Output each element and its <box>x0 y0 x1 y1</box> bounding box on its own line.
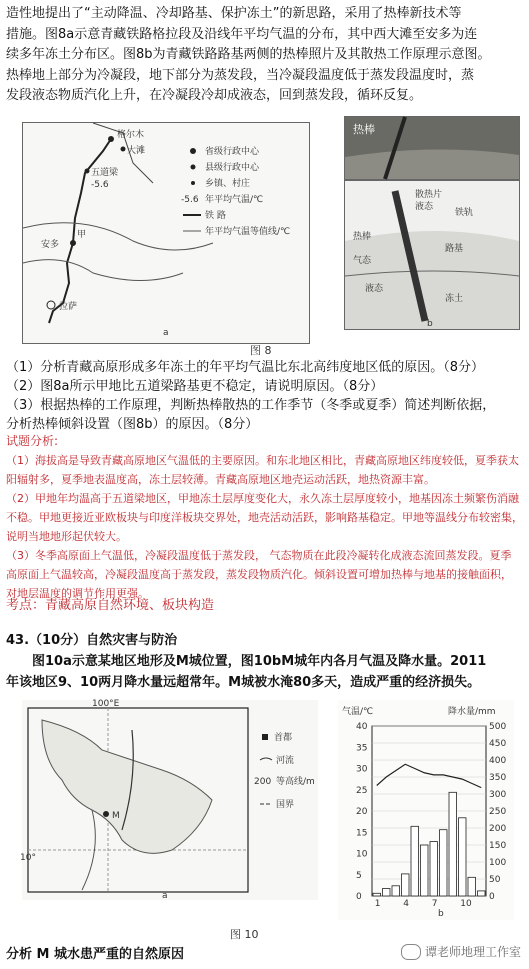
climate-chart-svg <box>338 700 514 920</box>
figure-sublabel: a <box>163 328 169 338</box>
temp-axis-title: 气温/℃ <box>342 707 374 717</box>
legend-value: -5.6 <box>181 195 199 205</box>
railway-map-drawing <box>23 123 309 343</box>
analysis-block <box>6 432 523 603</box>
precip-tick-label: 350 <box>489 773 507 783</box>
section-body-line: 图10a示意某地区地形及M城位置，图10bM城年内各月气温及降水量。2011 <box>32 654 487 669</box>
precip-bar <box>402 874 410 896</box>
intro-line: 造性地提出了“主动降温、冷却路基、保护冻土”的新思路，采用了热棒新技术等 <box>6 6 462 21</box>
diagram-label: 冻土 <box>445 294 464 304</box>
analysis-line: 说明当地地形起伏较大。 <box>6 530 127 543</box>
legend-item: 铁 路 <box>205 211 226 221</box>
figure-sublabel: b <box>438 909 444 919</box>
precip-tick-label: 500 <box>489 722 507 732</box>
section-43 <box>6 630 523 693</box>
figure-8a-map <box>22 122 310 344</box>
legend-item: 等高线/m <box>276 777 315 787</box>
analysis-line: 阳辐射多，夏季地表温度高，冻土层较薄。青藏高原地区地壳运动活跃，地热资源丰富。 <box>6 473 435 486</box>
figure-8b-photo <box>344 116 520 180</box>
contour-value: 200 <box>254 777 272 787</box>
precip-tick-label: 450 <box>489 739 507 749</box>
legend-item: 省级行政中心 <box>205 147 260 157</box>
legend-item: 河流 <box>276 756 295 766</box>
temp-tick-label: 0 <box>356 892 362 902</box>
figure-10-caption: 图 10 <box>230 928 259 941</box>
month-tick-label: 7 <box>431 899 438 909</box>
month-tick-label: 4 <box>403 899 409 909</box>
precip-bar <box>411 826 419 896</box>
precip-axis-title: 降水量/mm <box>448 707 496 717</box>
precip-bar <box>430 842 438 896</box>
question-item: 分析热棒倾斜设置（图8b）的原因。（8分） <box>6 417 259 432</box>
legend-item: 年平均气温等值线/℃ <box>205 227 291 237</box>
intro-line: 措施。图8a示意青藏铁路格拉段及沿线年平均气温的分布，其中西大滩至安多为连 <box>6 26 478 42</box>
place-label: 大滩 <box>127 146 146 156</box>
figure-8b-diagram <box>344 180 520 330</box>
question-list <box>6 358 523 434</box>
intro-line: 热棒地上部分为冷凝段，地下部分为蒸发段，当冷凝段温度低于蒸发段温度时，蒸 <box>6 67 475 83</box>
legend-item: 乡镇、村庄 <box>205 179 251 189</box>
analysis-line: 高原面上气温较高，冷凝段温度高于蒸发段，蒸发段物质汽化。倾斜设置可增加热棒与地基的接触面积， <box>6 568 512 581</box>
city-label: M <box>112 811 120 821</box>
place-label: -5.6 <box>91 180 109 190</box>
longitude-label: 100°E <box>92 699 120 709</box>
diagram-label: 热棒 <box>353 232 372 242</box>
temperature-line <box>377 764 482 787</box>
precip-bar <box>468 877 476 896</box>
temp-tick-label: 35 <box>356 743 368 754</box>
temp-tick-label: 5 <box>356 870 362 881</box>
place-label: 格尔木 <box>117 130 145 140</box>
temp-tick-label: 30 <box>356 764 368 775</box>
analysis-line: （1）海拔高是导致青藏高原地区气温低的主要原因。和东北地区相比，青藏高原地区纬度较低，夏季获太 <box>6 454 519 467</box>
diagram-label: 路基 <box>445 244 464 254</box>
temp-tick-label: 40 <box>356 722 368 732</box>
figure-10b-climate-chart <box>338 700 514 920</box>
photo-label: 热棒 <box>353 123 375 136</box>
final-question: 分析 M 城水患严重的自然原因 <box>6 947 184 962</box>
precip-tick-label: 250 <box>489 807 507 817</box>
question-item: （1）分析青藏高原形成多年冻土的年平均气温比东北高纬度地区低的原因。（8分） <box>6 360 485 375</box>
intro-line: 发段液态物质汽化上升，在冷凝段冷却成液态，回到蒸发段，循环反复。 <box>6 88 423 103</box>
figure-10a-map <box>22 700 318 900</box>
question-item: （2）图8a所示甲地比五道梁路基更不稳定，请说明原因。（8分） <box>6 379 384 394</box>
analysis-line: （3）冬季高原面上气温低，冷凝段温度低于蒸发段， 气态物质在此段冷凝转化成液态流回蒸发段。夏季 <box>6 549 512 562</box>
precip-bar <box>478 891 486 896</box>
legend-item: 年平均气温/℃ <box>205 195 264 205</box>
analysis-line: （2）甲地年均温高于五道梁地区，甲地冻土层厚度变化大，永久冻土层厚度较小，地基因冻土频繁伤消融 <box>6 492 519 505</box>
precip-bar <box>459 818 467 896</box>
section-body-line: 年该地区9、10两月降水量远超常年。M城被水淹80多天，造成严重的经济损失。 <box>6 675 481 690</box>
analysis-heading: 试题分析: <box>6 434 59 448</box>
question-item: （3）根据热棒的工作原理，判断热棒散热的工作季节（冬季或夏季）简述判断依据， <box>6 398 496 413</box>
precip-tick-label: 300 <box>489 790 507 800</box>
month-tick-label: 1 <box>374 899 381 909</box>
month-tick-label: 10 <box>460 899 472 909</box>
region-map-drawing <box>22 700 318 900</box>
map10-legend <box>254 731 315 810</box>
latitude-label: 10° <box>20 853 36 863</box>
precip-tick-label: 150 <box>489 841 507 851</box>
diagram-label: 铁轨 <box>455 208 474 218</box>
place-label: 拉萨 <box>59 302 78 312</box>
precip-tick-label: 400 <box>489 756 507 766</box>
section-title: 43.（10分）自然灾害与防治 <box>6 633 178 648</box>
figure-sublabel: b <box>427 319 433 329</box>
watermark <box>401 943 521 960</box>
precip-bar <box>421 845 429 896</box>
diagram-label: 散热片 <box>415 190 443 200</box>
precip-tick-label: 200 <box>489 824 507 834</box>
temp-tick-label: 15 <box>356 828 368 839</box>
precip-bar <box>373 893 381 896</box>
temp-tick-label: 25 <box>356 785 368 796</box>
legend-item: 首都 <box>274 733 293 743</box>
precip-tick-label: 0 <box>489 892 495 902</box>
analysis-line: 对地层温度的调节作用更强。 <box>6 587 149 600</box>
precip-tick-label: 100 <box>489 858 507 868</box>
diagram-label: 气态 <box>353 256 372 266</box>
place-label: 安多 <box>41 240 60 250</box>
wechat-icon <box>401 944 421 960</box>
temp-tick-label: 20 <box>356 807 368 817</box>
precip-bar <box>392 886 400 896</box>
watermark-text: 谭老师地理工作室 <box>424 945 521 959</box>
heat-pipe-diagram <box>345 181 519 329</box>
precip-bar <box>383 889 391 896</box>
intro-line: 续多年冻土分布区。图8b为青藏铁路路基两侧的热棒照片及其散热工作原理示意图。 <box>6 47 491 62</box>
figure-8-caption: 图 8 <box>250 344 272 357</box>
figure-sublabel: a <box>162 891 168 901</box>
legend-item: 国界 <box>276 800 295 810</box>
diagram-label: 液态 <box>365 284 384 294</box>
photo-drawing <box>345 117 519 179</box>
precip-bar <box>449 792 457 896</box>
place-label: 甲 <box>77 230 87 240</box>
analysis-line: 不稳。甲地更接近亚欧板块与印度洋板块交界处，地壳活动活跃，影响路基稳定。甲地等温线分布较密集， <box>6 511 523 524</box>
diagram-label: 液态 <box>415 202 434 212</box>
precip-tick-label: 50 <box>489 875 501 885</box>
key-point: 考点：青藏高原自然环境、板块构造 <box>6 598 215 613</box>
precip-bar <box>440 830 448 896</box>
temp-tick-label: 10 <box>356 849 368 860</box>
legend-item: 县级行政中心 <box>205 163 260 173</box>
map-legend <box>181 145 290 237</box>
place-label: 五道梁 <box>91 168 119 178</box>
intro-paragraph <box>6 4 523 107</box>
